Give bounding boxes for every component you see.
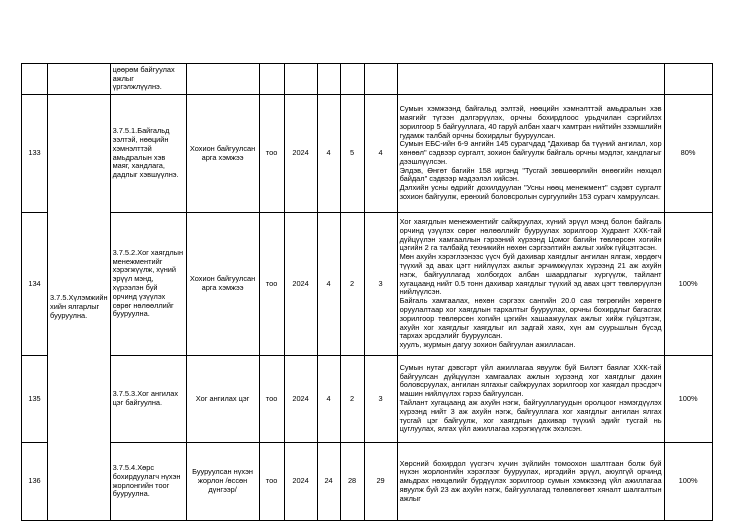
direction-cell bbox=[48, 64, 111, 95]
unit-cell: тоо bbox=[259, 356, 284, 443]
percent-cell: 100% bbox=[664, 356, 712, 443]
actual-cell: 29 bbox=[364, 443, 397, 521]
table-row bbox=[22, 356, 713, 443]
percent-cell bbox=[664, 64, 712, 95]
description-paragraph: Тайлант хугацаанд аж ахуйн нэгж, байгууллагуудын оролцоог нэмэгдүүлэх хүрээнд нийт 3 аж ахуйн нэгж, байгууллага хог хаягдлыг ангилан ялгах тусгай цэг байгуулж, хог хаягдлын дахивар түүхий эдийг тусгай нь цуглуулах, ялгах үйл ажиллагаа хэрэгжүүлж эхэлсэн. bbox=[399, 398, 662, 434]
actual-cell bbox=[364, 64, 397, 95]
action-cell: цөөрөм байгуулах ажлыг үргэлжлүүлнэ. bbox=[110, 64, 186, 95]
action-cell: 3.7.5.4.Хөрс бохирдуулагч нүхэн жорлонгийн тоог бууруулна. bbox=[110, 443, 186, 521]
year-cell: 2024 bbox=[284, 213, 317, 356]
description-paragraph: Дэлхийн усны өдрийг дохилдуулан "Усны нөөц менежмент" сэдэвт сургалт зохион байгуулж, ерөнхий боловсролын сургуулийн 153 сурагч хамруулсан. bbox=[399, 183, 662, 202]
unit-cell: тоо bbox=[259, 95, 284, 213]
plan-cell: 24 bbox=[317, 443, 340, 521]
table-row bbox=[22, 213, 713, 356]
plan-cell: 4 bbox=[317, 95, 340, 213]
target-cell: 5 bbox=[340, 95, 364, 213]
row-number-cell: 135 bbox=[22, 356, 48, 443]
target-cell: 28 bbox=[340, 443, 364, 521]
actual-cell: 3 bbox=[364, 213, 397, 356]
year-cell: 2024 bbox=[284, 443, 317, 521]
row-number-cell bbox=[22, 64, 48, 95]
percent-cell: 80% bbox=[664, 95, 712, 213]
target-cell: 2 bbox=[340, 213, 364, 356]
actual-cell: 4 bbox=[364, 95, 397, 213]
description-cell bbox=[397, 213, 664, 356]
description-cell bbox=[397, 443, 664, 521]
table-row bbox=[22, 95, 713, 213]
description-paragraph: Элдэв, Өнгөт багийн 158 иргэнд "Тусгай зөвшөөрлийн өнөөгийн нөхцөл байдал" сэдвээр мэдээлэл хийсэн. bbox=[399, 165, 662, 184]
description-paragraph: хуулъ, журмын дагуу зохион байгуулан ажилласан. bbox=[399, 340, 576, 350]
result-cell bbox=[186, 64, 259, 95]
description-paragraph: Хог хаягдлын менежментийг сайжруулах, хүний эрүүл мэнд болон байгаль орчинд үзүүлэх сөрөг нөлөөллийг бууруулах зорилгоор Худрант ХХК-тай дүйцүүлэн хамгааллын гэрээний хүрээнд Цомог багийн төвлөрсөн хогийн цэгийн 2 га талбайд техникийн нөхөн сэргээлтийн ажлыг хийж гүйцэтгэсэн. bbox=[399, 217, 662, 253]
result-cell: Хохион байгуулсан арга хэмжээ bbox=[186, 213, 259, 356]
plan-cell: 4 bbox=[317, 356, 340, 443]
report-table bbox=[21, 63, 713, 521]
result-cell: Хохион байгуулсан арга хэмжээ bbox=[186, 95, 259, 213]
description-paragraph: Сумын нутаг дэвсгэрт үйл ажиллагаа явуулж буй Билэгт баялаг ХХК-тай байгуулсан дүйцүүлэн хамгаалах ажлын хүрээнд хог хаягдлыг дахин боловсруулах, ангилан ялгахыг сайжруулах зорилгоор хог хаягдал прэсдэгч машин нийлүүлэх гэрээ байгуулсан. bbox=[399, 362, 662, 399]
description-paragraph: Сумын ЕБС-ийн 6-9 ангийн 145 сурагчдад "Дахивар ба түүний ангилал, хор хөнөөл" сэдвээр сургалт, зохион байгуулж байгаль орчны мэдлэг, хандлагыг дээшлүүлсэн. bbox=[399, 139, 662, 166]
result-cell: Бууруулсан нүхэн жорлон /өссөн дүнгээр/ bbox=[186, 443, 259, 521]
target-cell: 2 bbox=[340, 356, 364, 443]
target-cell bbox=[340, 64, 364, 95]
action-cell: 3.7.5.1.Байгальд ээлтэй, нөөцийн хэмнэлттэй амьдралын хэв маяг, хандлага, дадлыг хэвшүүлнэ. bbox=[110, 95, 186, 213]
action-cell: 3.7.5.2.Хог хаягдлын менежментийг хэрэгжүүлж, хүний эрүүл мэнд, хүрээлэн буй орчинд үзүүлэх сөрөг нөлөөллийг бууруулна. bbox=[110, 213, 186, 356]
description-paragraph: Байгаль хамгаалах, нөхөн сэргээх сангийн 20.0 сая төгрөгийн хөрөнгө оруулалтаар хог хаягдлын тархалтыг бууруулах, орчны бохирдлыг багасгах зорилгоор төвлөрсөн хогийн цэгийн хашаажуулах ажлыг хийж гүйцэтгэж, ахуйн хог хаягдлыг хаягдлыг ил задгай хаях, хүн ам суурьшлын бүсэд тархах эрсдэлийг бууруулсан. bbox=[399, 296, 662, 341]
unit-cell: тоо bbox=[259, 443, 284, 521]
actual-cell: 3 bbox=[364, 356, 397, 443]
plan-cell: 4 bbox=[317, 213, 340, 356]
description-cell bbox=[397, 64, 664, 95]
description-cell bbox=[397, 356, 664, 443]
percent-cell: 100% bbox=[664, 213, 712, 356]
action-cell: 3.7.5.3.Хог ангилах цэг байгуулна. bbox=[110, 356, 186, 443]
table-row bbox=[22, 64, 713, 95]
table-row bbox=[22, 443, 713, 521]
year-cell: 2024 bbox=[284, 356, 317, 443]
row-number-cell: 134 bbox=[22, 213, 48, 356]
description-cell bbox=[397, 95, 664, 213]
year-cell bbox=[284, 64, 317, 95]
description-paragraph: Хөрсний бохирдол үүсгэгч хүчин зүйлийн томоохон шалтгаан болж буй нүхэн жорлонгийн хэрэглээг бууруулах, иргэдийн эрүүл, аюулгүй орчинд амьдрах нөхцөлийг бүрдүүлэх зорилгоор сумын хэмжээнд үйл ажиллагаа явуулж буй 23 аж ахуйн нэгж, байгууллагад төлөвлөгөөт хяналт шалгалтын ажлыг bbox=[399, 458, 662, 503]
description-paragraph: Сумын хэмжээнд байгальд ээлтэй, нөөцийн хэмнэлттэй амьдралын хэв маягийг түгээн дэлгэрүүлэх, орчны бохирдлоос урьдчилан сэргийлэх зорилгоор 5 байгууллага, 40 гаруй албан хаагч хамтран нийтийн эзэмшлийн гудамж талбай орчны бохирдлыг бууруулсан. bbox=[399, 104, 662, 140]
row-number-cell: 133 bbox=[22, 95, 48, 213]
percent-cell: 100% bbox=[664, 443, 712, 521]
result-cell: Хог ангилах цэг bbox=[186, 356, 259, 443]
direction-cell: 3.7.5.Хүлэмжийн хийн ялгарлыг бууруулна. bbox=[48, 95, 111, 521]
unit-cell: тоо bbox=[259, 213, 284, 356]
description-paragraph: Мөн ахуйн хэрэглээнээс үүсч буй дахивар хаягдлыг ангилан ялгаж, хөрдөгч түүхий эд авах цэгт нийлүүлэх ажлыг эрчимжүүлэх хүрээнд 21 аж ахуйн нэгж, байгууллагад холбогдох албан шаардлагыг хүргүүлж, тайлант хугацаанд нийт 0.5 тонн дахивар хаягдлыг түүхий эд авах цэгт төвлөрүүлэн нийлүүлсэн. bbox=[399, 252, 662, 297]
row-number-cell: 136 bbox=[22, 443, 48, 521]
plan-cell bbox=[317, 64, 340, 95]
unit-cell bbox=[259, 64, 284, 95]
year-cell: 2024 bbox=[284, 95, 317, 213]
